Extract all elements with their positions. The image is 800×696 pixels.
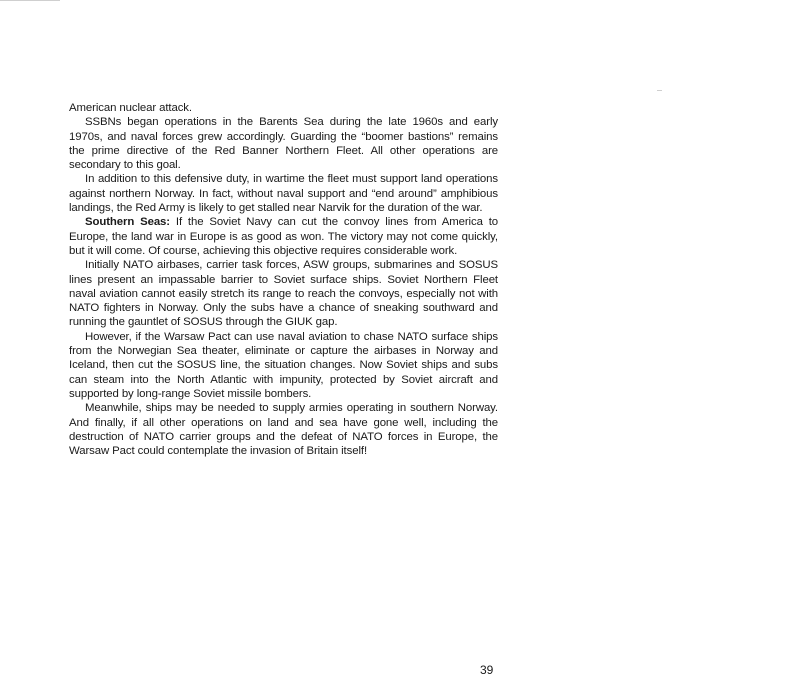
section-heading: Southern Seas: [85, 216, 170, 229]
paragraph-text: Initially NATO airbases, carrier task forces, ASW groups, submarines and SOSUS lines present an impassable barrier to Soviet surface ships. Soviet Northern Fleet naval aviation cannot easily stretch its range to reach the convoys, especially not with NATO fighters in Norway. Only the subs have a chance of sneaking southward and running the gauntlet of SOSUS through the GIUK gap. [69, 259, 498, 329]
paragraph [69, 172, 498, 215]
body-text [69, 101, 498, 458]
paragraph-text: If the Soviet Navy can cut the convoy lines from America to Europe, the land war in Europe is as good as won. The victory may not come quickly, but it will come. Of course, achieving this objective requires considerable work. [69, 216, 498, 257]
paragraph [69, 115, 498, 172]
paragraph-text: However, if the Warsaw Pact can use naval aviation to chase NATO surface ships from the Norwegian Sea theater, eliminate or capture the airbases in Norway and Iceland, then cut the SOSUS line, the situation changes. Now Soviet ships and subs can steam into the North Atlantic with impunity, protected by Soviet aircraft and supported by long-range Soviet missile bombers. [69, 330, 498, 400]
paragraph [69, 401, 498, 458]
paragraph-text: American nuclear attack. [69, 102, 192, 114]
paragraph [69, 101, 498, 115]
paragraph-text: SSBNs began operations in the Barents Sea during the late 1960s and early 1970s, and naval forces grew accordingly. Guarding the “boomer bastions” remains the prime directive of the Red Banner Northern Fleet. All other operations are secondary to this goal. [69, 116, 498, 172]
paragraph-text: Meanwhile, ships may be needed to supply armies operating in southern Norway. And finally, if all other operations on land and sea have gone well, including the destruction of NATO carrier groups and the defeat of NATO forces in Europe, the Warsaw Pact could contemplate the invasion of Britain itself! [69, 402, 498, 458]
paragraph [69, 258, 498, 329]
page-number: 39 [480, 663, 494, 677]
paragraph [69, 330, 498, 401]
scan-speck-mark [657, 90, 662, 91]
paragraph-text: In addition to this defensive duty, in wartime the fleet must support land operations against northern Norway. In fact, without naval support and “end around” amphibious landings, the Red Army is likely to get stalled near Narvik for the duration of the war. [69, 173, 498, 215]
scan-edge-mark [0, 0, 60, 1]
paragraph [69, 215, 498, 258]
